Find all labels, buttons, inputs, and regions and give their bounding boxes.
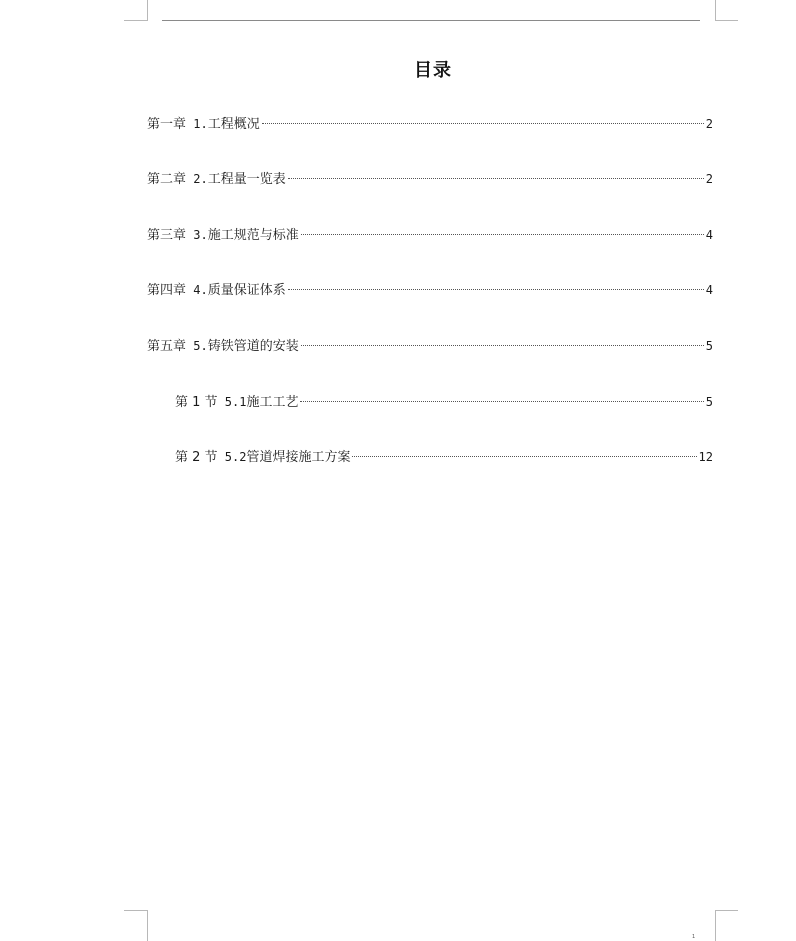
toc-entry-page: 5 (705, 339, 713, 353)
toc-entry-prefix: 第二章 (147, 172, 187, 187)
dot-leader (352, 456, 696, 457)
toc-entry-text: 铸铁管道的安装 (207, 339, 299, 354)
toc-entry-prefix: 第 2 节 (175, 450, 218, 465)
toc-entry-page: 5 (705, 395, 713, 409)
dot-leader (301, 345, 704, 346)
toc-entry-text: 工程概况 (207, 117, 260, 132)
dot-leader (288, 289, 704, 290)
toc-entry-prefix: 第三章 (147, 228, 187, 243)
crop-mark-top-right (715, 0, 738, 21)
crop-mark-top-left (124, 0, 148, 21)
toc-entry-page: 2 (705, 117, 713, 131)
toc-entry-chapter-5[interactable] (147, 337, 713, 355)
toc-entry-number: 5.1 (217, 395, 247, 409)
toc-entry-chapter-4[interactable] (147, 281, 713, 299)
crop-mark-bottom-left (124, 910, 148, 941)
toc-entry-section-5-1[interactable] (175, 393, 713, 411)
dot-leader (262, 123, 704, 124)
dot-leader (301, 234, 704, 235)
toc-entry-page: 4 (705, 228, 713, 242)
toc-entry-prefix: 第五章 (147, 339, 187, 354)
crop-mark-bottom-right (715, 910, 738, 941)
dot-leader (300, 401, 703, 402)
toc-entry-prefix: 第一章 (147, 117, 187, 132)
toc-entry-text: 工程量一览表 (207, 172, 286, 187)
toc-entry-chapter-3[interactable] (147, 226, 713, 244)
toc-entry-number: 4. (186, 283, 208, 297)
header-rule (162, 20, 700, 21)
toc-entry-text: 管道焊接施工方案 (246, 450, 351, 465)
toc-entry-page: 2 (705, 172, 713, 186)
toc-entry-number: 3. (186, 228, 208, 242)
toc-entry-page: 4 (705, 283, 713, 297)
toc-entry-number: 5. (186, 339, 208, 353)
toc-entry-prefix: 第四章 (147, 283, 187, 298)
toc-entry-chapter-1[interactable] (147, 115, 713, 133)
toc-entry-number: 1. (186, 117, 208, 131)
footer-page-number: 1 (692, 934, 696, 940)
dot-leader (288, 178, 704, 179)
toc-entry-text: 施工规范与标准 (207, 228, 299, 243)
toc-title: 目录 (414, 60, 452, 81)
toc-entry-chapter-2[interactable] (147, 170, 713, 188)
toc-entry-number: 2. (186, 172, 208, 186)
toc-entry-number: 5.2 (217, 450, 247, 464)
toc-entry-text: 施工工艺 (246, 395, 299, 410)
toc-entry-text: 质量保证体系 (207, 283, 286, 298)
toc-entry-prefix: 第 1 节 (175, 395, 218, 410)
toc-entry-page: 12 (698, 450, 713, 464)
toc-entry-section-5-2[interactable] (175, 448, 713, 466)
